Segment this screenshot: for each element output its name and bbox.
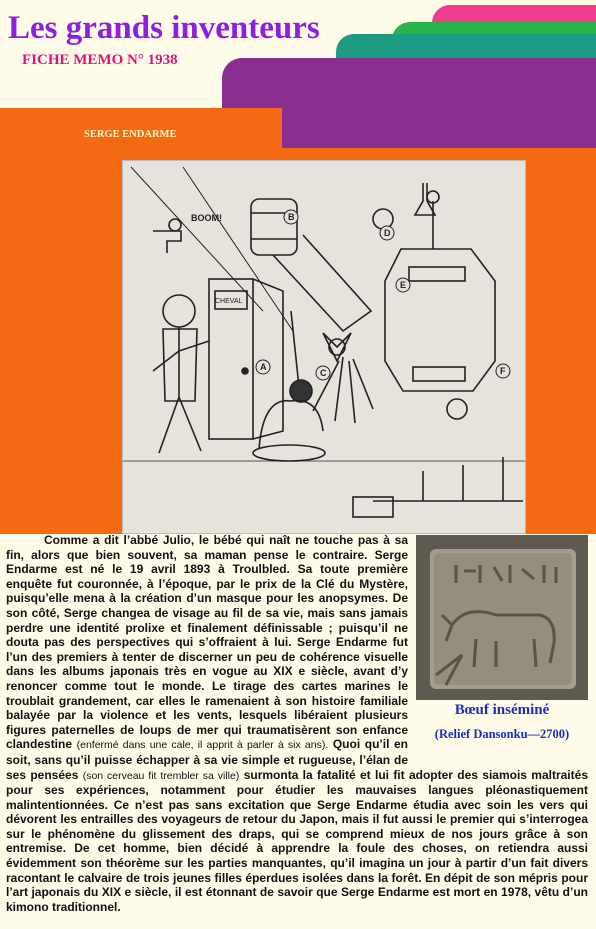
label-b: B [288,212,295,222]
page-title: Les grands inventeurs [8,10,320,46]
label-a: A [260,362,267,372]
fiche-number: FICHE MEMO N° 1938 [22,52,178,68]
photo-caption: Bœuf inséminé [454,702,550,718]
label-boom: BOOM! [191,213,222,223]
label-c: C [320,368,327,378]
article-note-2: (son cerveau fit trembler sa ville) [82,769,240,782]
cartoon-drawing [123,161,525,533]
article-body [6,533,588,914]
article-text-1: Comme a dit l’abbé Julio, le bébé qui naît ne touche pas à sa fin, alors que bien souvent, sa maman pense le contraire. Serge Endarme est né le 19 avril 1893 à Troulbled. Sa toute première enquête fut couronnée, à l’époque, par le prix de la Clé du Mystère, puisqu’elle mena à la création d’un masque pour les anopsymes. De son côté, Serge changea de visage au fil de sa vie, mais sans jamais perdre une identité prolixe et finalement définissable ; puisqu’il ne douta pas des perspectives qui s’offraient à lui. Serge Endarme fut l’un des premiers à tenter de discerner un peu de cohérence visuelle dans les albums japonais très en vogue au XIX e siècle, avant d’y renoncer comme tout le monde. Le tirage des cartes marines le troublait grandement, car elles le ramenaient à son histoire familiale balayée par la violence et les vents, lesquels libéraient plusieurs figures paternelles de loups de mer qui traumatisèrent son enfance clandestine [6,533,408,752]
photo-block [416,535,588,760]
cartoon-illustration [122,160,526,534]
article-note-1: (enfermé dans une cale, il apprit à parler à six ans). [76,739,329,752]
seal-photo [416,535,588,700]
label-cheval: CHEVAL [215,298,243,305]
article-text-2: Quoi qu’il en soit, sans qu’il puisse échapper à sa vie simple et rugueuse, l’élan de ses pensées [6,737,408,782]
author-name: SERGE ENDARME [84,129,177,140]
label-d: D [384,228,391,238]
article-text-3: surmonta la fatalité et lui fit adopter des siamois maltraités pour ses expériences, notamment pour étudier les mauvaises langues pléonastiquement malintentionnées. Ce n’est pas sans excitation que Serge Endarme étudia avec soin les vers qui dévorent les entrailles des voyageurs de retour du Japon, mais il fut aussi le premier qui s’interrogea sur le phénomène du glissement des draps, qui se comprend mieux de nos jours grâce à son entremise. De cet homme, bien décidé à apprendre la foule des choses, on retiendra aussi évidemment son théorème sur les parties manquantes, qu’il imagina un jour à partir d’un fait divers racontant le calvaire de trois jeunes filles éperdues isolées dans la forêt. En dépit de son mépris pour l’art japonais du XIX e siècle, il est étonnant de savoir que Serge Endarme est mort en 1978, vêtu d’un kimono traditionnel. [6,767,588,914]
label-e: E [400,280,407,290]
seal-relief-image [416,535,588,700]
label-f: F [500,366,506,376]
stripe-cream-gap [282,108,596,148]
photo-source: (Relief Dansonku—2700) [434,727,570,741]
